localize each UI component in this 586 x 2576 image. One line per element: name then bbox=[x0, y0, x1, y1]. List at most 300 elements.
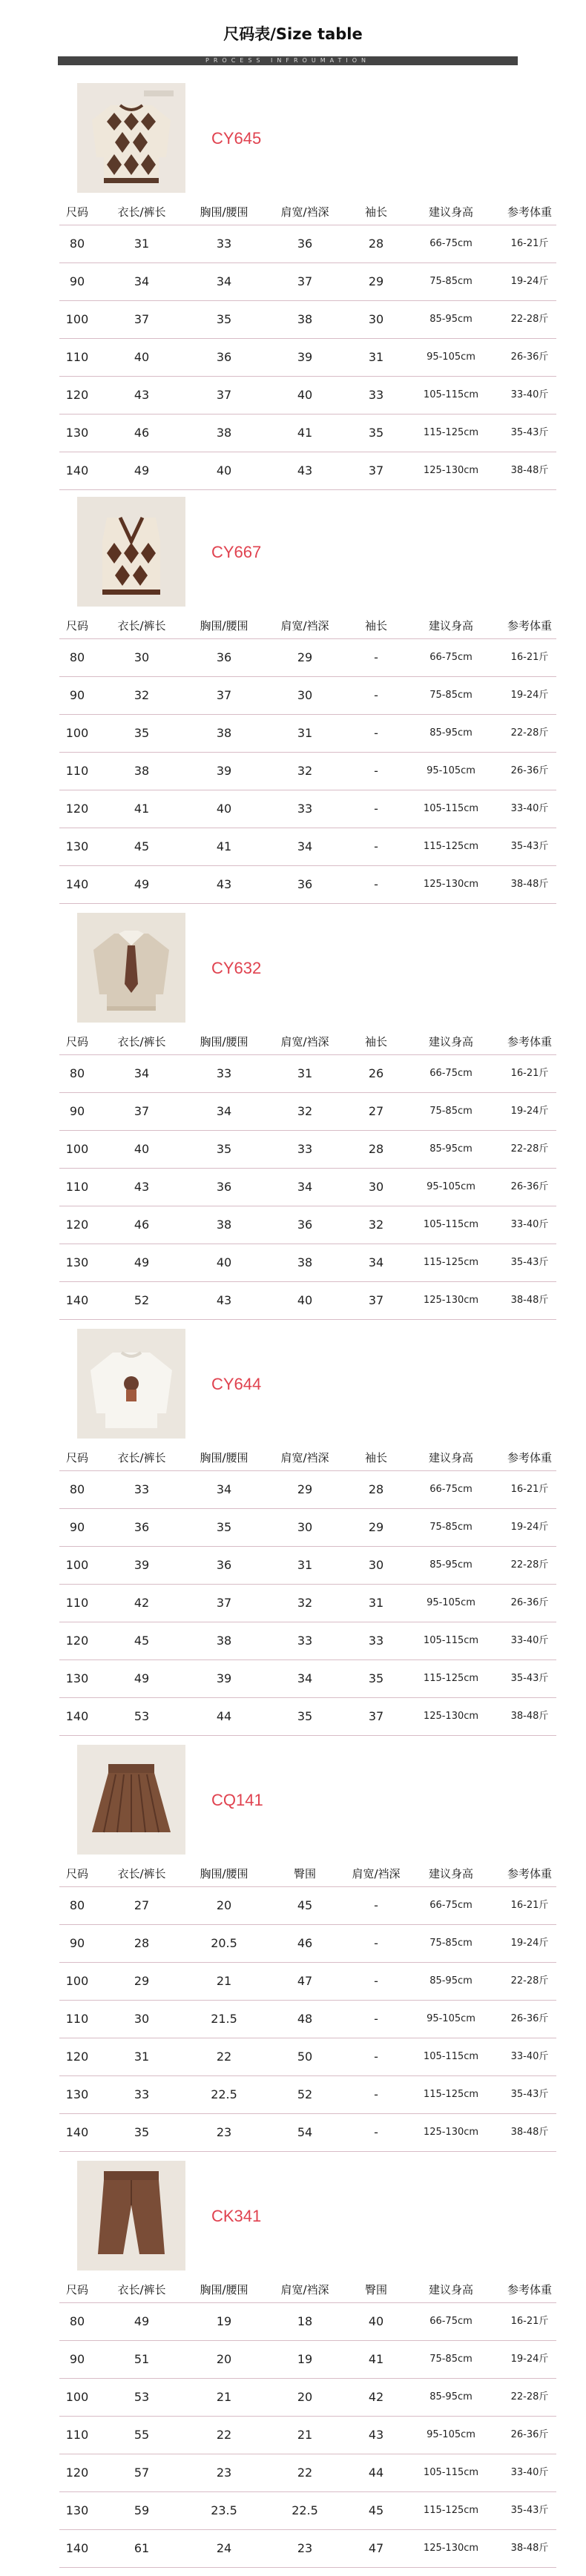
header-length: 衣长/裤长 bbox=[117, 1451, 166, 1464]
cell: 21 bbox=[216, 1974, 232, 1988]
cell: 105-115cm bbox=[423, 2467, 479, 2478]
cell: 22 bbox=[297, 2466, 313, 2480]
header-height: 建议身高 bbox=[428, 1867, 473, 1880]
header-weight: 参考体重 bbox=[507, 1867, 552, 1880]
header-shoulder: 肩宽/裆深 bbox=[352, 1867, 401, 1880]
cell: 53 bbox=[134, 1709, 150, 1723]
cell: 30 bbox=[297, 1520, 313, 1534]
cell: 47 bbox=[297, 1974, 313, 1988]
cell: 120 bbox=[65, 802, 89, 816]
cell: 35 bbox=[134, 726, 150, 740]
cell: 110 bbox=[65, 350, 89, 364]
cell: 33 bbox=[297, 1142, 313, 1156]
table-header-row bbox=[59, 1861, 556, 1887]
cell: 20 bbox=[216, 1898, 232, 1912]
cell: 40 bbox=[216, 1255, 232, 1269]
header-weight: 参考体重 bbox=[507, 1451, 552, 1464]
product-code: CY644 bbox=[211, 1375, 262, 1393]
cell: 110 bbox=[65, 1596, 89, 1610]
cell: 66-75cm bbox=[429, 1484, 473, 1495]
cell: 32 bbox=[134, 688, 150, 702]
cell: 28 bbox=[134, 1936, 150, 1950]
table-row bbox=[59, 2341, 556, 2379]
table-row bbox=[59, 1055, 556, 1093]
cell: 19-24斤 bbox=[510, 2354, 549, 2365]
cell: 95-105cm bbox=[427, 351, 475, 363]
cell: 47 bbox=[368, 2541, 384, 2555]
cell: 20.5 bbox=[211, 1936, 237, 1950]
cell: 16-21斤 bbox=[510, 1068, 549, 1079]
header-length: 衣长/裤长 bbox=[117, 1035, 166, 1048]
table-row bbox=[59, 1585, 556, 1622]
table-row bbox=[59, 1622, 556, 1660]
header-sleeve: 袖长 bbox=[364, 1035, 387, 1048]
cell: 16-21斤 bbox=[510, 1900, 549, 1911]
cell: 38-48斤 bbox=[510, 1295, 549, 1306]
table-row bbox=[59, 377, 556, 415]
cell: 95-105cm bbox=[427, 1181, 475, 1192]
cell: 66-75cm bbox=[429, 1068, 473, 1079]
cell: 26-36斤 bbox=[510, 1597, 549, 1608]
cell: 115-125cm bbox=[423, 1673, 479, 1684]
cell: 105-115cm bbox=[423, 803, 479, 814]
cell: 57 bbox=[134, 2466, 150, 2480]
cell: 49 bbox=[134, 463, 150, 478]
header-weight: 参考体重 bbox=[507, 2283, 552, 2296]
cell: 45 bbox=[368, 2503, 384, 2517]
cell: 140 bbox=[65, 463, 89, 478]
cell: 43 bbox=[297, 463, 313, 478]
header-sleeve: 袖长 bbox=[364, 1451, 387, 1464]
cell: 29 bbox=[297, 650, 313, 664]
cell: 43 bbox=[216, 877, 232, 891]
table-row bbox=[59, 2379, 556, 2417]
header-size: 尺码 bbox=[65, 1867, 88, 1880]
cell: 45 bbox=[134, 839, 150, 853]
header-hip: 臀围 bbox=[293, 1867, 316, 1880]
cell: 43 bbox=[216, 1293, 232, 1307]
cell: 29 bbox=[297, 1482, 313, 1496]
table-row bbox=[59, 753, 556, 790]
cell: 49 bbox=[134, 1671, 150, 1685]
cell: 43 bbox=[134, 388, 150, 402]
cell: 66-75cm bbox=[429, 652, 473, 663]
cell: 44 bbox=[368, 2466, 384, 2480]
product-image-argyle-vest bbox=[77, 497, 185, 607]
cell: 33-40斤 bbox=[510, 389, 549, 400]
cell: 40 bbox=[297, 1293, 313, 1307]
cell: 23 bbox=[216, 2125, 232, 2139]
cell: 49 bbox=[134, 2314, 150, 2328]
cell: 36 bbox=[297, 877, 313, 891]
cell: - bbox=[374, 1936, 378, 1950]
size-table bbox=[59, 1029, 556, 1320]
cell: 115-125cm bbox=[423, 2089, 479, 2100]
cell: 120 bbox=[65, 1218, 89, 1232]
cell: 115-125cm bbox=[423, 1257, 479, 1268]
cell: 125-130cm bbox=[423, 1711, 479, 1722]
cell: 37 bbox=[134, 1104, 150, 1118]
cell: 31 bbox=[297, 726, 313, 740]
header-height: 建议身高 bbox=[428, 1035, 473, 1048]
cell: 120 bbox=[65, 2466, 89, 2480]
cell: 38 bbox=[297, 312, 313, 326]
cell: 22-28斤 bbox=[510, 1143, 549, 1155]
cell: 105-115cm bbox=[423, 2051, 479, 2062]
cell: 37 bbox=[297, 274, 313, 288]
cell: 42 bbox=[368, 2390, 384, 2404]
table-row bbox=[59, 639, 556, 677]
size-table bbox=[59, 199, 556, 490]
cell: 110 bbox=[65, 2012, 89, 2026]
cell: 33-40斤 bbox=[510, 803, 549, 814]
cell: 38-48斤 bbox=[510, 879, 549, 890]
cell: 51 bbox=[134, 2352, 150, 2366]
size-section-cy645 bbox=[0, 83, 586, 498]
cell: 110 bbox=[65, 764, 89, 778]
table-row bbox=[59, 1887, 556, 1925]
cell: 31 bbox=[134, 2050, 150, 2064]
cell: 37 bbox=[216, 388, 232, 402]
cell: 34 bbox=[297, 1671, 313, 1685]
cell: 36 bbox=[216, 1180, 232, 1194]
cell: 130 bbox=[65, 2087, 89, 2101]
cell: 85-95cm bbox=[429, 1975, 473, 1987]
cell: 22-28斤 bbox=[510, 1975, 549, 1987]
cell: 35 bbox=[368, 426, 384, 440]
cell: 75-85cm bbox=[429, 690, 473, 701]
header-chest: 胸围/腰围 bbox=[200, 619, 248, 633]
cell: 80 bbox=[69, 650, 85, 664]
cell: 115-125cm bbox=[423, 841, 479, 852]
table-row bbox=[59, 1206, 556, 1244]
header-waist: 胸围/腰围 bbox=[200, 1867, 248, 1880]
cell: 37 bbox=[134, 312, 150, 326]
table-row bbox=[59, 1131, 556, 1169]
cell: 38 bbox=[216, 726, 232, 740]
cell: 33 bbox=[368, 388, 384, 402]
header-height: 建议身高 bbox=[428, 2283, 473, 2296]
cell: 34 bbox=[368, 1255, 384, 1269]
cell: 34 bbox=[297, 1180, 313, 1194]
header-rise: 肩宽/裆深 bbox=[280, 2283, 329, 2296]
cell: 37 bbox=[368, 463, 384, 478]
cell: 90 bbox=[69, 1936, 85, 1950]
cell: 90 bbox=[69, 274, 85, 288]
cell: 120 bbox=[65, 2050, 89, 2064]
cell: 26-36斤 bbox=[510, 2013, 549, 2024]
cell: 30 bbox=[368, 1180, 384, 1194]
table-row bbox=[59, 677, 556, 715]
cell: 19 bbox=[297, 2352, 313, 2366]
cell: 19-24斤 bbox=[510, 276, 549, 287]
cell: 33 bbox=[134, 2087, 150, 2101]
table-row bbox=[59, 1282, 556, 1320]
table-row bbox=[59, 828, 556, 866]
cell: 45 bbox=[297, 1898, 313, 1912]
cell: 50 bbox=[297, 2050, 313, 2064]
cell: 95-105cm bbox=[427, 2429, 475, 2440]
cell: 40 bbox=[216, 802, 232, 816]
header-size: 尺码 bbox=[65, 205, 88, 219]
title-subtitle: PROCESS INFROUMATION bbox=[205, 57, 370, 64]
header-size: 尺码 bbox=[65, 1035, 88, 1048]
cell: 85-95cm bbox=[429, 727, 473, 739]
cell: 66-75cm bbox=[429, 238, 473, 249]
table-row bbox=[59, 452, 556, 490]
cell: 95-105cm bbox=[427, 765, 475, 776]
cell: 140 bbox=[65, 2125, 89, 2139]
header-shoulder: 肩宽/裆深 bbox=[280, 1451, 329, 1464]
cell: 49 bbox=[134, 1255, 150, 1269]
cell: 40 bbox=[134, 1142, 150, 1156]
table-row bbox=[59, 263, 556, 301]
cell: 28 bbox=[368, 237, 384, 251]
table-row bbox=[59, 2001, 556, 2038]
table-row bbox=[59, 2038, 556, 2076]
cell: 75-85cm bbox=[429, 1938, 473, 1949]
cell: 30 bbox=[297, 688, 313, 702]
cell: 36 bbox=[216, 350, 232, 364]
size-section-ck341 bbox=[0, 2161, 586, 2576]
cell: 125-130cm bbox=[423, 465, 479, 476]
cell: 30 bbox=[134, 2012, 150, 2026]
cell: 35 bbox=[134, 2125, 150, 2139]
cell: 45 bbox=[134, 1634, 150, 1648]
cell: 110 bbox=[65, 1180, 89, 1194]
header-shoulder: 肩宽/裆深 bbox=[280, 619, 329, 633]
table-row bbox=[59, 2492, 556, 2530]
cell: 100 bbox=[65, 1974, 89, 1988]
cell: 39 bbox=[134, 1558, 150, 1572]
cell: 85-95cm bbox=[429, 1143, 473, 1155]
cell: 48 bbox=[297, 2012, 313, 2026]
cell: 38 bbox=[134, 764, 150, 778]
cell: 140 bbox=[65, 1293, 89, 1307]
cell: 36 bbox=[216, 1558, 232, 1572]
cell: 36 bbox=[297, 237, 313, 251]
cell: 29 bbox=[368, 274, 384, 288]
cell: 42 bbox=[134, 1596, 150, 1610]
cell: 22-28斤 bbox=[510, 727, 549, 739]
cell: 28 bbox=[368, 1482, 384, 1496]
cell: 24 bbox=[216, 2541, 232, 2555]
product-code: CY667 bbox=[211, 543, 262, 561]
cell: 38 bbox=[216, 1634, 232, 1648]
header-height: 建议身高 bbox=[428, 619, 473, 633]
cell: 115-125cm bbox=[423, 2505, 479, 2516]
table-row bbox=[59, 225, 556, 263]
cell: 41 bbox=[368, 2352, 384, 2366]
cell: 40 bbox=[368, 2314, 384, 2328]
cell: 22.5 bbox=[211, 2087, 237, 2101]
cell: 34 bbox=[134, 274, 150, 288]
cell: 31 bbox=[297, 1066, 313, 1080]
cell: 23 bbox=[297, 2541, 313, 2555]
header-size: 尺码 bbox=[65, 1451, 88, 1464]
product-code: CY632 bbox=[211, 959, 262, 977]
cell: 22 bbox=[216, 2050, 232, 2064]
cell: 37 bbox=[368, 1293, 384, 1307]
cell: 16-21斤 bbox=[510, 652, 549, 663]
cell: 35-43斤 bbox=[510, 2089, 549, 2100]
cell: 18 bbox=[297, 2314, 313, 2328]
cell: 23.5 bbox=[211, 2503, 237, 2517]
cell: 130 bbox=[65, 426, 89, 440]
table-row bbox=[59, 1660, 556, 1698]
cell: 46 bbox=[297, 1936, 313, 1950]
product-code: CK341 bbox=[211, 2207, 262, 2225]
header-hip: 臀围 bbox=[364, 2283, 387, 2296]
cell: 41 bbox=[297, 426, 313, 440]
header-waist: 胸围/腰围 bbox=[200, 2283, 248, 2296]
cell: 33 bbox=[297, 1634, 313, 1648]
cell: 38-48斤 bbox=[510, 2543, 549, 2554]
product-image-pleated-skirt bbox=[77, 1745, 185, 1855]
cell: 32 bbox=[368, 1218, 384, 1232]
cell: 19 bbox=[216, 2314, 232, 2328]
cell: 75-85cm bbox=[429, 1106, 473, 1117]
table-row bbox=[59, 2417, 556, 2454]
table-row bbox=[59, 1925, 556, 1963]
cell: 46 bbox=[134, 426, 150, 440]
cell: 61 bbox=[134, 2541, 150, 2555]
cell: 35-43斤 bbox=[510, 1673, 549, 1684]
cell: 120 bbox=[65, 388, 89, 402]
cell: - bbox=[374, 2050, 378, 2064]
product-image-argyle-sweater bbox=[77, 83, 185, 193]
cell: 33-40斤 bbox=[510, 1635, 549, 1646]
header-weight: 参考体重 bbox=[507, 619, 552, 633]
cell: 80 bbox=[69, 237, 85, 251]
cell: 100 bbox=[65, 1142, 89, 1156]
cell: 16-21斤 bbox=[510, 2316, 549, 2327]
size-section-cq141 bbox=[0, 1745, 586, 2160]
cell: 19-24斤 bbox=[510, 1106, 549, 1117]
table-header-row bbox=[59, 199, 556, 225]
header-size: 尺码 bbox=[65, 619, 88, 633]
cell: 80 bbox=[69, 1482, 85, 1496]
cell: 130 bbox=[65, 839, 89, 853]
header-length: 衣长/裤长 bbox=[117, 619, 166, 633]
cell: 33-40斤 bbox=[510, 1219, 549, 1230]
cell: 33 bbox=[216, 237, 232, 251]
cell: 41 bbox=[216, 839, 232, 853]
header-chest: 胸围/腰围 bbox=[200, 1451, 248, 1464]
cell: 125-130cm bbox=[423, 1295, 479, 1306]
cell: 125-130cm bbox=[423, 879, 479, 890]
cell: 90 bbox=[69, 688, 85, 702]
cell: - bbox=[374, 764, 378, 778]
cell: 105-115cm bbox=[423, 1219, 479, 1230]
cell: 140 bbox=[65, 2541, 89, 2555]
cell: 37 bbox=[216, 1596, 232, 1610]
cell: 125-130cm bbox=[423, 2127, 479, 2138]
cell: 35-43斤 bbox=[510, 841, 549, 852]
cell: 140 bbox=[65, 877, 89, 891]
table-row bbox=[59, 866, 556, 904]
size-table bbox=[59, 2277, 556, 2568]
table-row bbox=[59, 1244, 556, 1282]
cell: 66-75cm bbox=[429, 1900, 473, 1911]
table-row bbox=[59, 1509, 556, 1547]
cell: 38-48斤 bbox=[510, 1711, 549, 1722]
cell: 85-95cm bbox=[429, 1559, 473, 1571]
cell: 39 bbox=[297, 350, 313, 364]
header-length: 衣长/裤长 bbox=[117, 2283, 166, 2296]
table-header-row bbox=[59, 1029, 556, 1055]
cell: 80 bbox=[69, 1898, 85, 1912]
header-size: 尺码 bbox=[65, 2283, 88, 2296]
cell: 21 bbox=[297, 2428, 313, 2442]
table-row bbox=[59, 715, 556, 753]
cell: 31 bbox=[368, 350, 384, 364]
cell: 32 bbox=[297, 1596, 313, 1610]
header-height: 建议身高 bbox=[428, 1451, 473, 1464]
cell: 22-28斤 bbox=[510, 314, 549, 325]
cell: 16-21斤 bbox=[510, 1484, 549, 1495]
table-header-row bbox=[59, 2277, 556, 2303]
cell: 21.5 bbox=[211, 2012, 237, 2026]
cell: 35 bbox=[216, 1520, 232, 1534]
cell: 19-24斤 bbox=[510, 1938, 549, 1949]
cell: 105-115cm bbox=[423, 1635, 479, 1646]
cell: 40 bbox=[134, 350, 150, 364]
cell: 130 bbox=[65, 2503, 89, 2517]
header-weight: 参考体重 bbox=[507, 1035, 552, 1048]
cell: 110 bbox=[65, 2428, 89, 2442]
cell: 31 bbox=[368, 1596, 384, 1610]
cell: 22-28斤 bbox=[510, 2391, 549, 2402]
cell: 95-105cm bbox=[427, 2013, 475, 2024]
cell: 21 bbox=[216, 2390, 232, 2404]
page-title: 尺码表/Size table bbox=[223, 25, 363, 43]
cell: 43 bbox=[368, 2428, 384, 2442]
cell: 22 bbox=[216, 2428, 232, 2442]
cell: 115-125cm bbox=[423, 427, 479, 438]
table-row bbox=[59, 2454, 556, 2492]
cell: 35 bbox=[297, 1709, 313, 1723]
product-code: CY645 bbox=[211, 129, 262, 148]
cell: 39 bbox=[216, 764, 232, 778]
cell: 38 bbox=[216, 426, 232, 440]
cell: 33 bbox=[216, 1066, 232, 1080]
cell: 100 bbox=[65, 312, 89, 326]
header-length: 衣长/裤长 bbox=[117, 1867, 166, 1880]
table-row bbox=[59, 1698, 556, 1736]
cell: 26-36斤 bbox=[510, 1181, 549, 1192]
cell: 33 bbox=[368, 1634, 384, 1648]
size-table bbox=[59, 1445, 556, 1736]
table-row bbox=[59, 1547, 556, 1585]
cell: 38 bbox=[216, 1218, 232, 1232]
cell: 46 bbox=[134, 1218, 150, 1232]
cell: 80 bbox=[69, 2314, 85, 2328]
table-row bbox=[59, 339, 556, 377]
cell: 32 bbox=[297, 1104, 313, 1118]
cell: 38 bbox=[297, 1255, 313, 1269]
cell: 34 bbox=[216, 1482, 232, 1496]
cell: 35 bbox=[216, 1142, 232, 1156]
table-row bbox=[59, 1169, 556, 1206]
cell: 20 bbox=[297, 2390, 313, 2404]
cell: 31 bbox=[134, 237, 150, 251]
header-weight: 参考体重 bbox=[507, 205, 552, 219]
cell: - bbox=[374, 726, 378, 740]
cell: 27 bbox=[368, 1104, 384, 1118]
cell: - bbox=[374, 2012, 378, 2026]
cell: 23 bbox=[216, 2466, 232, 2480]
